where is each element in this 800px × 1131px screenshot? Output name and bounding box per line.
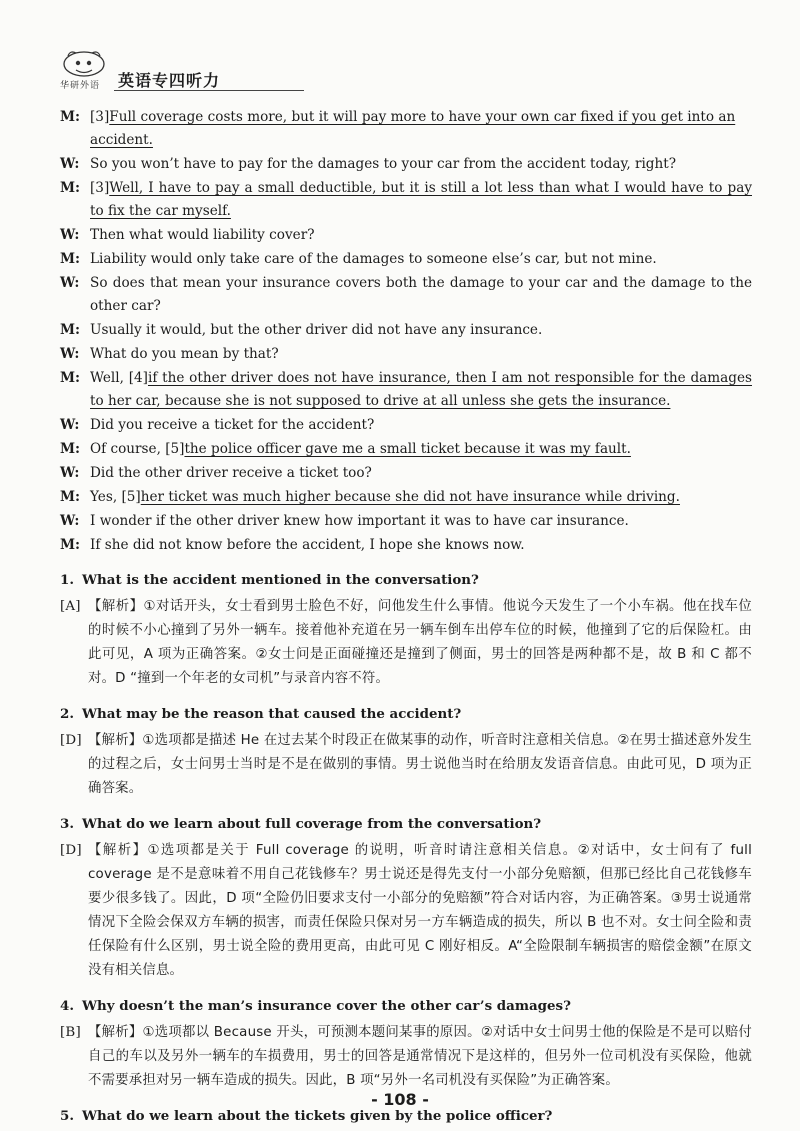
speaker-label: M: [60, 370, 81, 386]
line-text: Then what would liability cover? [90, 227, 315, 243]
line-text: Of course, [5] [90, 441, 185, 457]
dialogue-line [60, 343, 752, 366]
question-heading [60, 995, 752, 1017]
explanation [60, 839, 752, 983]
page-header [58, 48, 758, 94]
explanation-text: 【解析】①选项都是关于 Full coverage 的说明，听音时请注意相关信息。②对话中，女士问有了 full coverage 是不是意味着不用自己花钱修车？男士说还是得先支付一小部分免赔额，但那已经比自己花钱修车要少很多钱了。因此，D 项“全险仍旧要求支付一小部分的免赔额”符合对话内容，为正确答案。③男士说通常情况下全险会保双方车辆的损害，而责任保险只保对另一方车辆造成的损失，所以 B 也不对。女士问全险和责任保险有什么区别，男士说全险的费用更高，由此可见 C 刚好相反。A“全险限制车辆损害的赔偿金额”在原文没有相关信息。 [88, 843, 752, 978]
speaker-label: M: [60, 251, 81, 267]
line-text: If she did not know before the accident, I hope she knows now. [90, 537, 525, 553]
explanation [60, 1021, 752, 1093]
page-content [60, 106, 752, 1131]
dialogue-line [60, 106, 752, 152]
question-number: 5. [60, 1108, 74, 1124]
line-text: So you won’t have to pay for the damages to your car from the accident today, right? [90, 156, 677, 172]
question-number: 3. [60, 816, 74, 832]
line-text: What do you mean by that? [90, 346, 279, 362]
book-title: 英语专四听力 [118, 71, 221, 90]
speaker-label: W: [60, 275, 80, 291]
line-text: [3] [90, 180, 110, 196]
answer-letter: [D] [60, 733, 82, 748]
speaker-label: W: [60, 346, 80, 362]
dialogue [60, 106, 752, 557]
answer-letter: [B] [60, 1025, 81, 1040]
publisher-logo [58, 48, 116, 92]
question-text: What do we learn about full coverage from the conversation? [82, 816, 542, 832]
question-section [60, 569, 752, 1127]
question-text: Why doesn’t the man’s insurance cover the other car’s damages? [82, 998, 571, 1014]
header-underline [114, 90, 304, 91]
question-text: What may be the reason that caused the accident? [82, 706, 462, 722]
speaker-label: W: [60, 227, 80, 243]
dialogue-line [60, 248, 752, 271]
explanation-text: 【解析】①选项都以 Because 开头，可预测本题问某事的原因。②对话中女士问男士他的保险是不是可以赔付自己的车以及另外一辆车的车损费用，男士的回答是通常情况下是这样的，但另外一位司机没有买保险，他就不需要承担对另一辆车造成的损失。因此，B 项“另外一名司机没有买保险”为正确答案。 [88, 1025, 752, 1088]
speaker-label: W: [60, 513, 80, 529]
underlined-text: if the other driver does not have insurance, then I am not responsible for the damages to her car, because she is not supposed to drive at all unless she gets the insurance. [90, 370, 752, 409]
underlined-text: Well, I have to pay a small deductible, but it is still a lot less than what I would have to pay to fix the car myself. [90, 180, 752, 219]
question-heading [60, 703, 752, 725]
speaker-label: M: [60, 322, 81, 338]
dialogue-line [60, 486, 752, 509]
speaker-label: W: [60, 156, 80, 172]
dialogue-line [60, 224, 752, 247]
question-text: What do we learn about the tickets given by the police officer? [82, 1108, 553, 1124]
speaker-label: M: [60, 109, 81, 125]
line-text: I wonder if the other driver knew how important it was to have car insurance. [90, 513, 629, 529]
line-text: Yes, [5] [90, 489, 141, 505]
dialogue-line [60, 462, 752, 485]
speaker-label: M: [60, 537, 81, 553]
underlined-text: Full coverage costs more, but it will pay more to have your own car fixed if you get into an accident. [90, 109, 736, 148]
dialogue-line [60, 438, 752, 461]
line-text: Usually it would, but the other driver did not have any insurance. [90, 322, 543, 338]
underlined-text: the police officer gave me a small ticket because it was my fault. [184, 441, 631, 457]
line-text: Did you receive a ticket for the accident? [90, 417, 375, 433]
question-number: 2. [60, 706, 74, 722]
explanation-text: 【解析】①对话开头，女士看到男士脸色不好，问他发生什么事情。他说今天发生了一个小车祸。他在找车位的时候不小心撞到了另外一辆车。接着他补充道在另一辆车倒车出停车位的时候，他撞到了它的后保险杠。由此可见，A 项为正确答案。②女士问是正面碰撞还是撞到了侧面，男士的回答是两种都不是，故 B 和 C 都不对。D “撞到一个年老的女司机”与录音内容不符。 [88, 599, 752, 686]
speaker-label: M: [60, 441, 81, 457]
question-heading [60, 813, 752, 835]
dialogue-line [60, 177, 752, 223]
question-number: 1. [60, 572, 74, 588]
speaker-label: M: [60, 180, 81, 196]
dialogue-line [60, 414, 752, 437]
line-text: So does that mean your insurance covers both the damage to your car and the damage to the other car? [90, 275, 752, 314]
speaker-label: M: [60, 489, 81, 505]
answer-letter: [D] [60, 843, 82, 858]
line-text: Did the other driver receive a ticket too? [90, 465, 372, 481]
question-text: What is the accident mentioned in the conversation? [82, 572, 479, 588]
page-number: - 108 - [371, 1090, 429, 1109]
speaker-label: W: [60, 465, 80, 481]
dialogue-line [60, 153, 752, 176]
explanation [60, 595, 752, 691]
logo-text: 华研外语 [60, 81, 101, 91]
question-heading [60, 569, 752, 591]
underlined-text: her ticket was much higher because she did not have insurance while driving. [140, 489, 680, 505]
line-text: Well, [4] [90, 370, 148, 386]
dialogue-line [60, 510, 752, 533]
dialogue-line [60, 367, 752, 413]
line-text: Liability would only take care of the damages to someone else’s car, but not mine. [90, 251, 657, 267]
dialogue-line [60, 319, 752, 342]
explanation [60, 729, 752, 801]
speaker-label: W: [60, 417, 80, 433]
line-text: [3] [90, 109, 110, 125]
question-number: 4. [60, 998, 74, 1014]
answer-letter: [A] [60, 599, 81, 614]
dialogue-line [60, 272, 752, 318]
explanation-text: 【解析】①选项都是描述 He 在过去某个时段正在做某事的动作，听音时注意相关信息。②在男士描述意外发生的过程之后，女士问男士当时是不是在做别的事情。男士说他当时在给朋友发语音信息。由此可见，D 项为正确答案。 [88, 733, 752, 796]
dialogue-line [60, 534, 752, 557]
